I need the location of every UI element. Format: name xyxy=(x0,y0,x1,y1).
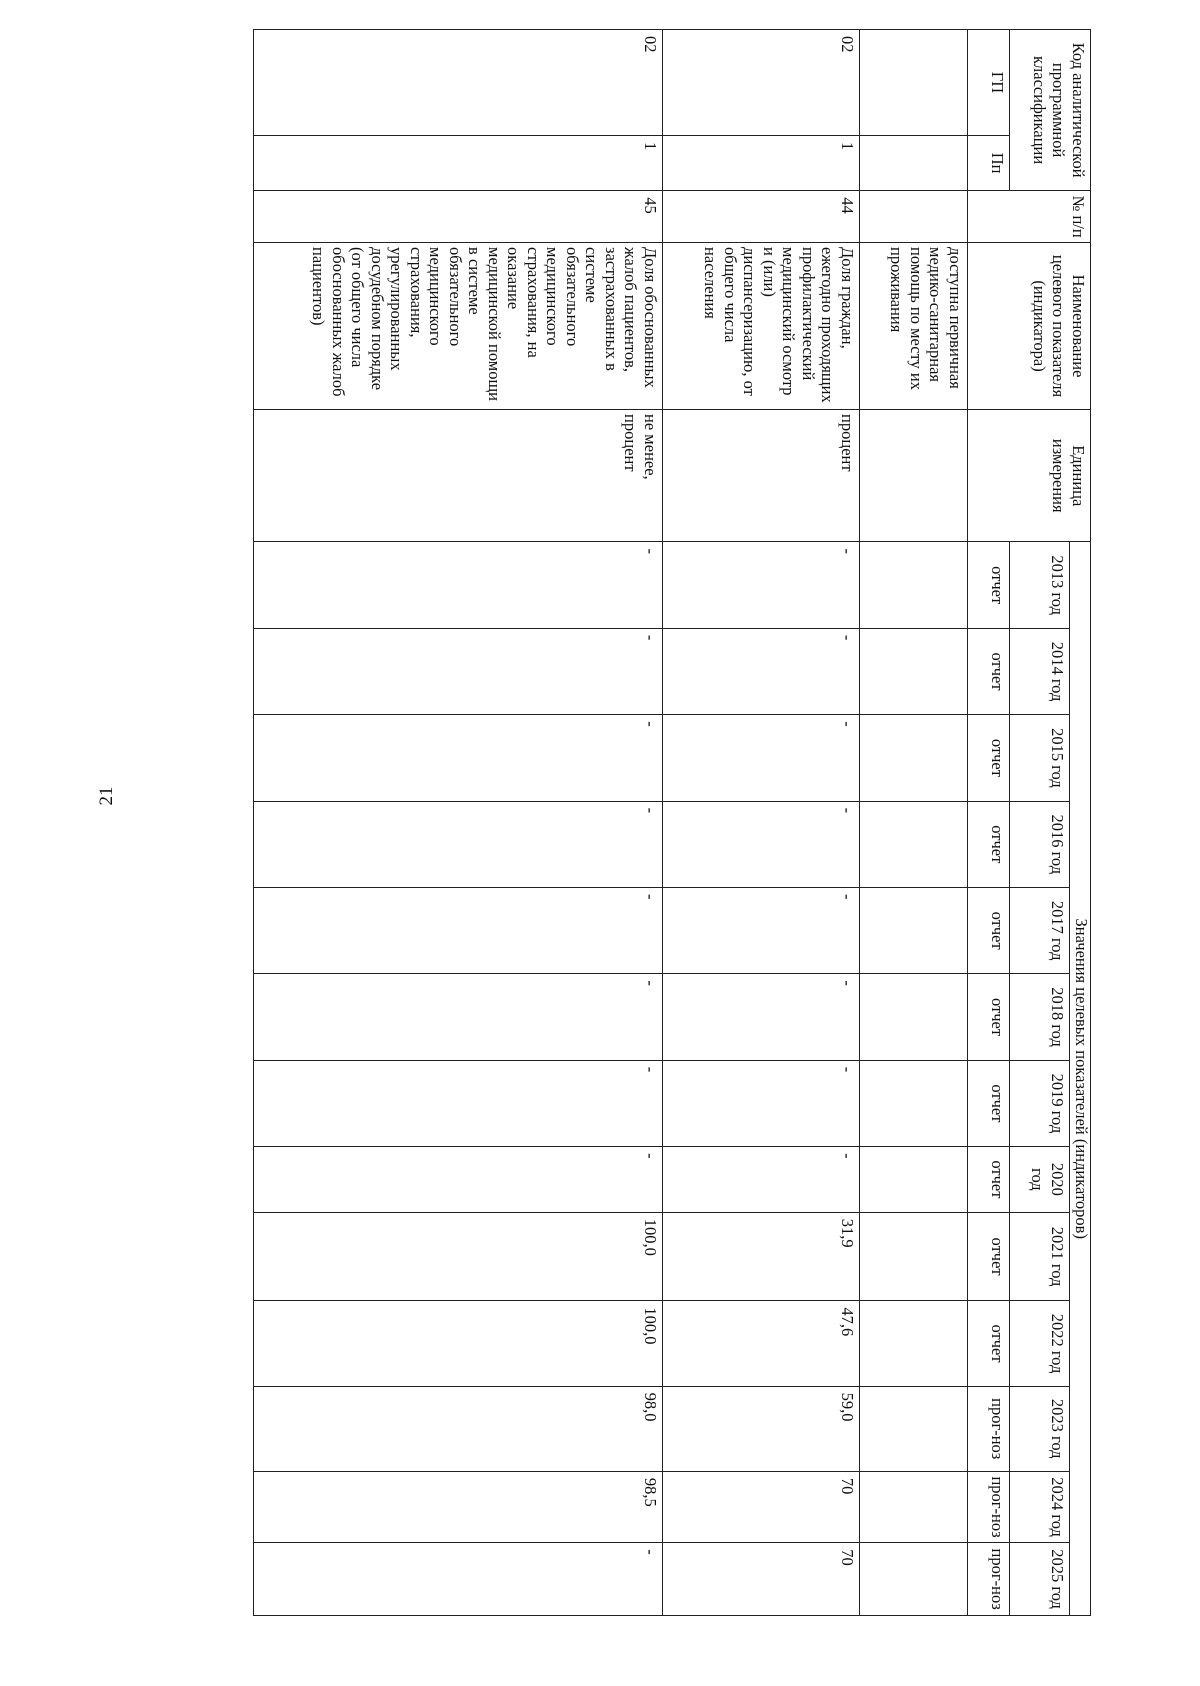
row-value: 98,0 xyxy=(254,1386,663,1471)
row-value xyxy=(860,1212,968,1301)
year-header: 2019 год xyxy=(1010,1060,1070,1146)
year-header: 2016 год xyxy=(1010,801,1070,887)
row-value xyxy=(860,1147,968,1213)
pp-header: Пп xyxy=(968,135,1010,190)
status-header: отчет xyxy=(968,628,1010,714)
row-value: - xyxy=(663,542,860,628)
row-value: - xyxy=(663,715,860,801)
year-header: 2015 год xyxy=(1010,715,1070,801)
row-gp: 02 xyxy=(663,30,860,136)
unit-header: Единица измерения xyxy=(968,410,1091,542)
row-unit xyxy=(860,410,968,542)
year-header: 2021 год xyxy=(1010,1212,1070,1301)
row-value: 59,0 xyxy=(663,1386,860,1471)
row-name: Доля обоснованных жалоб пациентов, застрахованных в системе обязательного медицинского страхования, на оказание медицинской помощи в системе обязательного медицинского страхования, урегулированных досудебном порядке (от общего числа обоснованных жалоб пациентов) xyxy=(254,243,663,410)
row-num: 44 xyxy=(663,191,860,243)
status-header: отчет xyxy=(968,801,1010,887)
status-header: отчет xyxy=(968,1060,1010,1146)
row-value xyxy=(860,628,968,714)
status-header: отчет xyxy=(968,887,1010,973)
row-value xyxy=(860,542,968,628)
year-header: 2022 год xyxy=(1010,1301,1070,1386)
rotated-table-container xyxy=(149,29,1091,1616)
status-header: отчет xyxy=(968,715,1010,801)
row-value: - xyxy=(254,974,663,1060)
row-value: - xyxy=(254,1147,663,1213)
row-value: 70 xyxy=(663,1471,860,1542)
row-unit: не менее, процент xyxy=(254,410,663,542)
row-value: - xyxy=(663,1147,860,1213)
row-pp: 1 xyxy=(663,135,860,190)
row-name: доступна первичная медико-санитарная помощь по месту их проживания xyxy=(860,243,968,410)
status-header: отчет xyxy=(968,1147,1010,1213)
row-value xyxy=(860,1060,968,1146)
row-num: 45 xyxy=(254,191,663,243)
status-header: отчет xyxy=(968,1212,1010,1301)
table-row xyxy=(663,30,860,1616)
year-header: 2013 год xyxy=(1010,542,1070,628)
row-value: 98,5 xyxy=(254,1471,663,1542)
year-header: 2024 год xyxy=(1010,1471,1070,1542)
row-value xyxy=(860,1301,968,1386)
row-value xyxy=(860,1386,968,1471)
status-header: отчет xyxy=(968,974,1010,1060)
row-value xyxy=(860,715,968,801)
year-header: 2023 год xyxy=(1010,1386,1070,1471)
row-value: - xyxy=(254,1060,663,1146)
row-value: - xyxy=(254,887,663,973)
status-header: прог-ноз xyxy=(968,1471,1010,1542)
year-header: 2020 год xyxy=(1010,1147,1070,1213)
row-name: Доля граждан, ежегодно проходящих профилактический медицинский осмотр и (или) диспансеризацию, от общего числа населения xyxy=(663,243,860,410)
page-number: 21 xyxy=(96,786,117,806)
row-pp: 1 xyxy=(254,135,663,190)
row-value: - xyxy=(254,801,663,887)
row-value: - xyxy=(254,715,663,801)
row-value xyxy=(860,1543,968,1616)
row-value: - xyxy=(663,801,860,887)
indicators-table xyxy=(253,29,1091,1616)
table-row xyxy=(254,30,663,1616)
row-num xyxy=(860,191,968,243)
year-header: 2018 год xyxy=(1010,974,1070,1060)
year-header: 2025 год xyxy=(1010,1543,1070,1616)
row-value: - xyxy=(254,1543,663,1616)
row-value: - xyxy=(663,628,860,714)
row-value: 100,0 xyxy=(254,1212,663,1301)
code-group-header: Код аналитической программной классификации xyxy=(1010,30,1091,191)
table-row xyxy=(860,30,968,1616)
row-value: 70 xyxy=(663,1543,860,1616)
gp-header: ГП xyxy=(968,30,1010,136)
row-value: - xyxy=(254,628,663,714)
row-value: 100,0 xyxy=(254,1301,663,1386)
row-value: - xyxy=(663,974,860,1060)
row-value: - xyxy=(254,542,663,628)
row-value xyxy=(860,887,968,973)
num-header: № п/п xyxy=(968,191,1091,243)
year-header: 2017 год xyxy=(1010,887,1070,973)
status-header: прог-ноз xyxy=(968,1386,1010,1471)
row-value: 47,6 xyxy=(663,1301,860,1386)
row-gp: 02 xyxy=(254,30,663,136)
row-value: - xyxy=(663,1060,860,1146)
row-value xyxy=(860,974,968,1060)
row-value: - xyxy=(663,887,860,973)
row-pp xyxy=(860,135,968,190)
status-header: прог-ноз xyxy=(968,1543,1010,1616)
row-value xyxy=(860,801,968,887)
values-group-header: Значения целевых показателей (индикаторов) xyxy=(1070,542,1091,1616)
year-header: 2014 год xyxy=(1010,628,1070,714)
status-header: отчет xyxy=(968,542,1010,628)
row-gp xyxy=(860,30,968,136)
row-value xyxy=(860,1471,968,1542)
row-unit: процент xyxy=(663,410,860,542)
status-header: отчет xyxy=(968,1301,1010,1386)
name-header: Наименование целевого показателя (индикатора) xyxy=(968,243,1091,410)
row-value: 31,9 xyxy=(663,1212,860,1301)
